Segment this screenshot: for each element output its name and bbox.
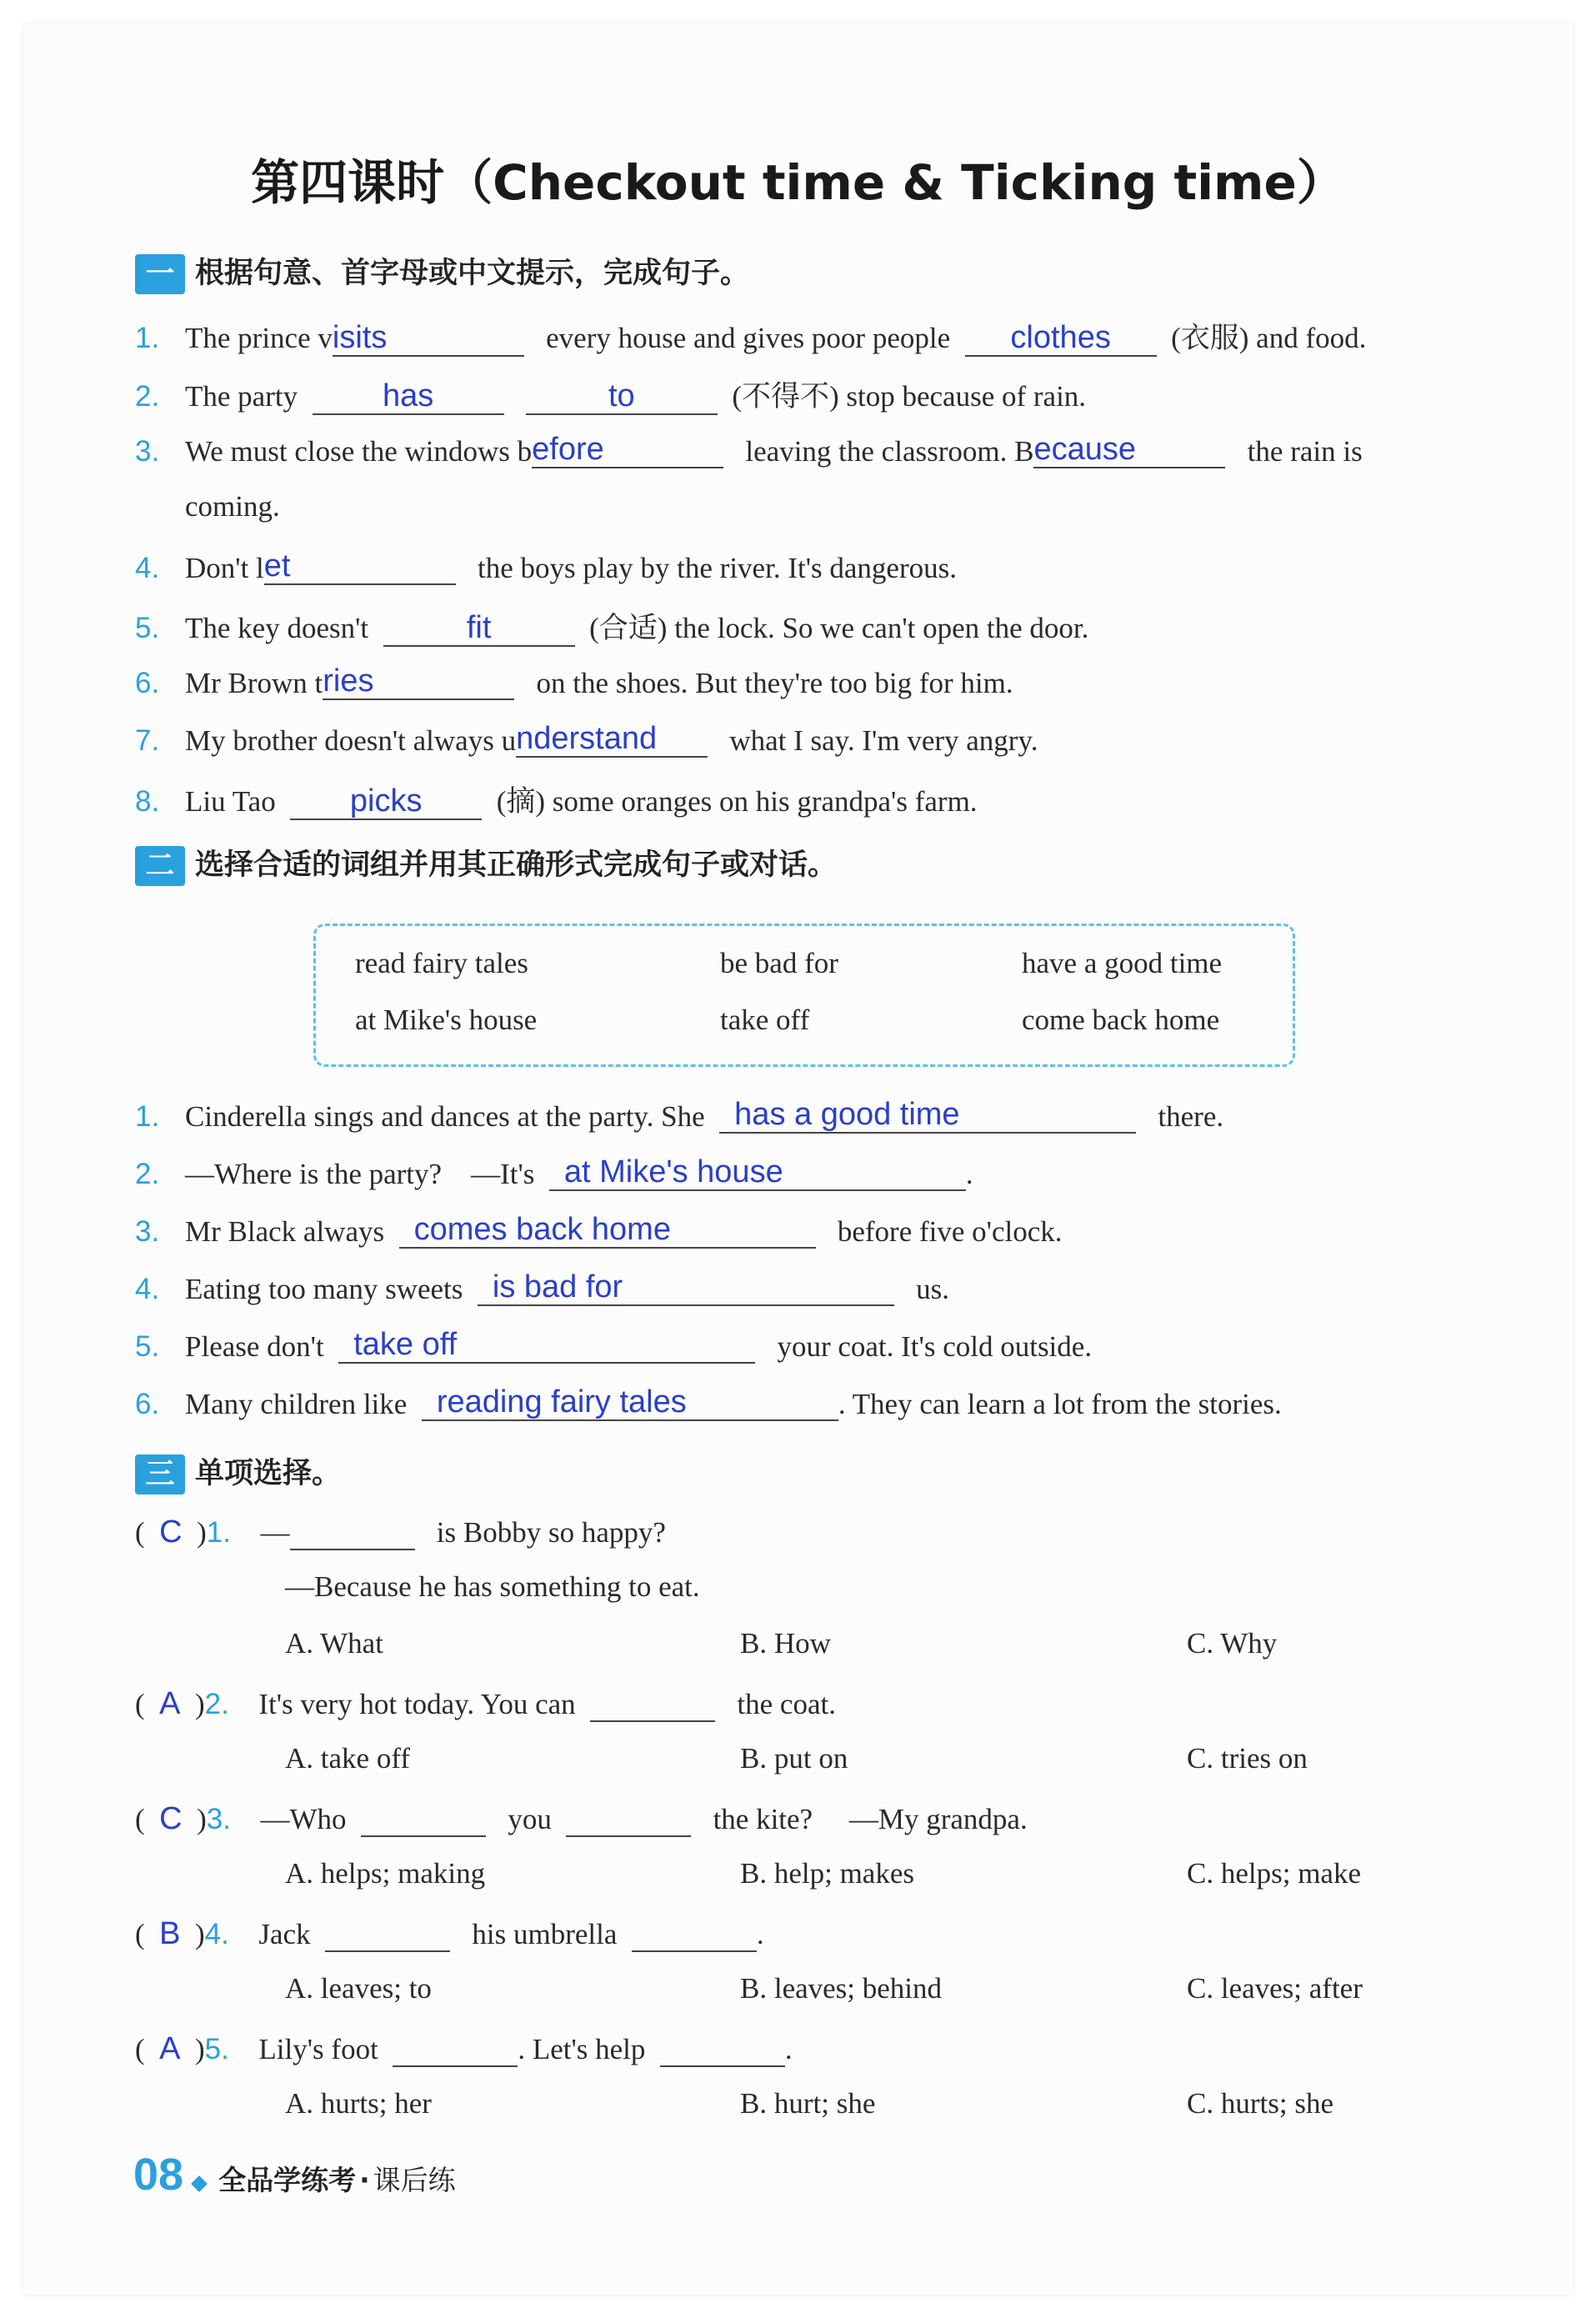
phrase-5: take off — [720, 1004, 810, 1036]
mc-2-option-b: B. put on — [740, 1742, 848, 1775]
mc-4-option-a: A. leaves; to — [285, 1972, 432, 2005]
mc-question-1: ( C )1. — is Bobby so happy? — [135, 1514, 666, 1550]
page-title: 第四课时（Checkout time & Ticking time） — [251, 154, 1345, 211]
phrase-1: read fairy tales — [355, 947, 528, 979]
page-number: 08 — [133, 2150, 184, 2200]
mc-3-option-b: B. help; makes — [740, 1857, 914, 1890]
mc-1-option-c: C. Why — [1187, 1627, 1278, 1660]
s1-item-2: 2. The party has to (不得不) stop because of rain. — [135, 378, 1087, 413]
section-1-tag: 一 — [135, 254, 185, 294]
mc-2-option-c: C. tries on — [1187, 1742, 1308, 1775]
s2-item-6: 6. Many children like reading fairy tales . They can learn a lot from the stories. — [135, 1384, 1282, 1420]
mc-question-2: ( A )2. It's very hot today. You can the coat. — [135, 1686, 836, 1721]
mc-3-option-a: A. helps; making — [285, 1857, 486, 1890]
s1-item-8: 8. Liu Tao picks (摘) some oranges on his grandpa's farm. — [135, 784, 978, 819]
phrase-3: have a good time — [1022, 947, 1223, 979]
s1-item-5: 5. The key doesn't fit (合适) the lock. So we can't open the door. — [135, 610, 1089, 645]
s2-item-4: 4. Eating too many sweets is bad for us. — [135, 1269, 950, 1305]
s1-item-4: 4. Don't let the boys play by the river. It's dangerous. — [135, 548, 957, 584]
phrase-2: be bad for — [720, 947, 838, 979]
section-3-tag: 三 — [135, 1454, 185, 1494]
section-1-heading: 一 根据句意、首字母或中文提示，完成句子。 — [135, 250, 749, 294]
s1-item-1: 1. The prince visits every house and gives poor people clothes (衣服) and food. — [135, 320, 1367, 355]
s1-item-6: 6. Mr Brown tries on the shoes. But they're too big for him. — [135, 663, 1013, 699]
phrase-6: come back home — [1022, 1004, 1220, 1036]
s2-item-3: 3. Mr Black always comes back home before five o'clock. — [135, 1212, 1063, 1248]
section-2-heading: 二 选择合适的词组并用其正确形式完成句子或对话。 — [135, 842, 837, 886]
mc-1-option-b: B. How — [740, 1627, 831, 1660]
mc-1-option-a: A. What — [285, 1627, 383, 1660]
s1-item-7: 7. My brother doesn't always understand what I say. I'm very angry. — [135, 721, 1038, 757]
mc-4-option-c: C. leaves; after — [1187, 1972, 1363, 2005]
mc-question-4: ( B )4. Jack his umbrella . — [135, 1916, 764, 1951]
mc-3-option-c: C. helps; make — [1187, 1857, 1361, 1890]
mc-5-option-a: A. hurts; her — [285, 2087, 432, 2120]
s1-item-3-cont: coming. — [185, 490, 280, 523]
mc-question-3: ( C )3. —Who you the kite? —My grandpa. — [135, 1801, 1028, 1836]
mc-5-option-c: C. hurts; she — [1187, 2087, 1333, 2120]
mc-question-5: ( A )5. Lily's foot . Let's help . — [135, 2031, 793, 2066]
mc-4-option-b: B. leaves; behind — [740, 1972, 943, 2005]
mc-question-1-line2: —Because he has something to eat. — [285, 1570, 700, 1603]
book-title: 全品学练考 — [218, 2164, 357, 2196]
section-3-heading: 三 单项选择。 — [135, 1450, 341, 1494]
s1-item-3: 3. We must close the windows before leaving the classroom. Because the rain is — [135, 432, 1363, 468]
phrase-4: at Mike's house — [355, 1004, 538, 1036]
footer: 08 全品学练考 · 课后练 — [133, 2150, 456, 2200]
s2-item-5: 5. Please don't take off your coat. It's cold outside. — [135, 1327, 1093, 1363]
s2-item-1: 1. Cinderella sings and dances at the party. She has a good time there. — [135, 1097, 1224, 1133]
mc-2-option-a: A. take off — [285, 1742, 410, 1775]
s2-item-2: 2. —Where is the party? —It's at Mike's house . — [135, 1154, 973, 1190]
phrase-box — [313, 924, 1295, 1067]
book-subtitle: 课后练 — [373, 2164, 456, 2196]
mc-5-option-b: B. hurt; she — [740, 2087, 876, 2120]
diamond-icon — [191, 2175, 208, 2192]
section-2-tag: 二 — [135, 846, 185, 886]
